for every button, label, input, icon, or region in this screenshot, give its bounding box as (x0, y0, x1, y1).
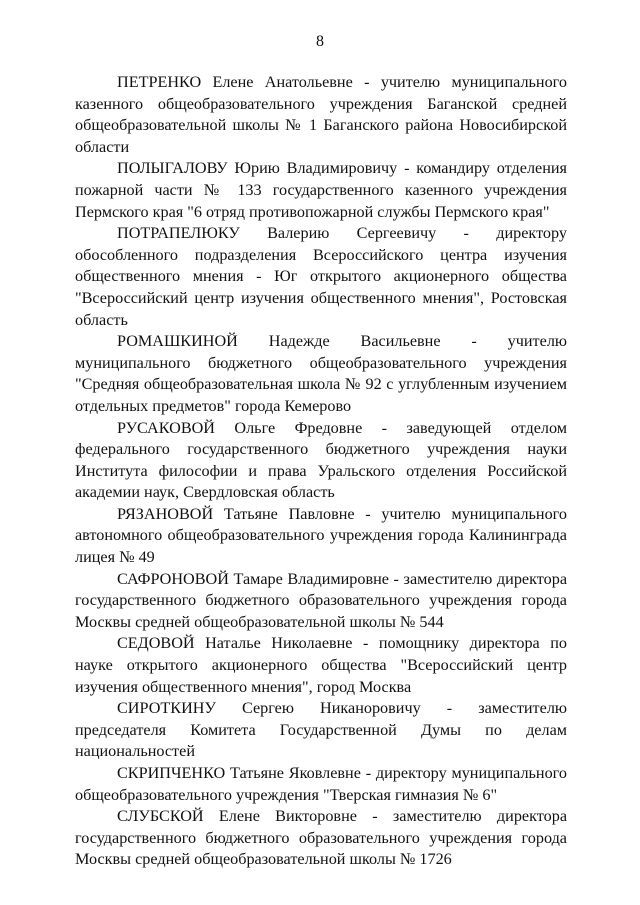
list-item: СЕДОВОЙ Наталье Николаевне - помощнику директора по науке открытого акционерного общества "Всероссийский центр изучения общественного мнения", город Москва (75, 634, 567, 696)
list-item: СЛУБСКОЙ Елене Викторовне - заместителю директора государственного бюджетного образовательного учреждения города Москвы средней общеобразовательной школы № 1726 (75, 807, 567, 869)
list-item: САФРОНОВОЙ Тамаре Владимировне - заместителю директора государственного бюджетного образовательного учреждения города Москвы средней общеобразовательной школы № 544 (75, 569, 567, 631)
list-item: СКРИПЧЕНКО Татьяне Яковлевне - директору муниципального общеобразовательного учреждения "Тверская гимназия № 6" (75, 764, 567, 804)
list-item: РЯЗАНОВОЙ Татьяне Павловне - учителю муниципального автономного общеобразовательного учреждения города Калининграда лицея № 49 (75, 504, 567, 567)
list-item: ПЕТРЕНКО Елене Анатольевне - учителю муниципального казенного общеобразовательного учреждения Баганской средней общеобразовательной школы № 1 Баганского района Новосибирской области (75, 73, 567, 156)
award-list (75, 72, 567, 871)
list-item: РУСАКОВОЙ Ольге Фредовне - заведующей отделом федерального государственного бюджетного учреждения науки Института философии и права Уральского отделения Российской академии наук, Свердловская область (75, 418, 567, 502)
list-item: ПОТРАПЕЛЮКУ Валерию Сергеевичу - директору обособленного подразделения Всероссийского центра изучения общественного мнения - Юг открытого акционерного общества "Всероссийский центр изучения общественного мнения", Ростовская область (75, 224, 567, 329)
list-item: СИРОТКИНУ Сергею Никаноровичу - заместителю председателя Комитета Государственной Думы по делам национальностей (75, 699, 567, 761)
page-number: 8 (316, 33, 324, 50)
list-item: РОМАШКИНОЙ Надежде Васильевне - учителю муниципального бюджетного общеобразовательного учреждения "Средняя общеобразовательная школа № 92 с углубленным изучением отдельных предметов" города Кемерово (75, 332, 567, 415)
list-item: ПОЛЫГАЛОВУ Юрию Владимировичу - командиру отделения пожарной части № 133 государственного казенного учреждения Пермского края "6 отряд противопожарной службы Пермского края" (75, 159, 567, 221)
